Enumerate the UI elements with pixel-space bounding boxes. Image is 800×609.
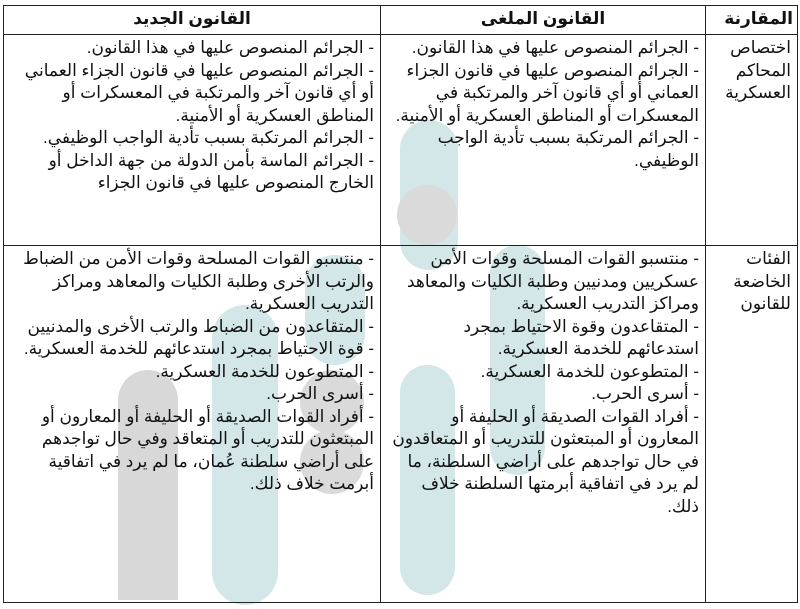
header-row	[4, 6, 798, 35]
law-comparison-table	[3, 5, 798, 603]
list-item: - الجرائم المنصوص عليها في هذا القانون.	[411, 38, 699, 57]
repealed-cell	[381, 246, 706, 603]
list-item: - الجرائم المرتكبة بسبب تأدية الواجب الوظيفي.	[437, 128, 699, 170]
list-item: - المتطوعون للخدمة العسكرية.	[155, 361, 374, 381]
list-item: - الجرائم المنصوص عليها في قانون الجزاء العماني أو أي قانون آخر والمرتكبة في المعسكرات أو المناطق العسكرية أو الأمنية.	[24, 60, 374, 125]
list-item: - قوة الاحتياط بمجرد استدعائهم للخدمة العسكرية.	[23, 339, 374, 358]
new-cell	[4, 246, 381, 603]
repealed-cell	[381, 35, 706, 246]
list-item: - المتطوعون للخدمة العسكرية.	[480, 361, 699, 381]
header-comparison: المقارنة	[706, 6, 798, 35]
list-item: - أفراد القوات الصديقة أو الحليفة أو المعارون أو المبتعثون للتدريب أو المتعاقدون في حال تواجدهم على أراضي السلطنة، ما لم يرد في اتفاقية أبرمتها السلطنة خلاف ذلك.	[392, 406, 699, 516]
header-new-law: القانون الجديد	[4, 6, 381, 35]
list-item: - الجرائم المرتكبة بسبب تأدية الواجب الوظيفي.	[43, 128, 374, 147]
table-row	[4, 246, 798, 603]
header-repealed-law: القانون الملغى	[381, 6, 706, 35]
new-cell	[4, 35, 381, 246]
list-item: - المتقاعدون من الضباط والرتب الأخرى والمدنيين	[27, 316, 374, 336]
list-item: - أفراد القوات الصديقة أو الحليفة أو المعارون أو المبتعثون للتدريب أو المتعاقد وفي حال تواجدهم على أراضي سلطنة عُمان، ما لم يرد في اتفاقية أبرمت خلاف ذلك.	[41, 406, 374, 493]
topic-cell: الفئات الخاضعة للقانون	[706, 246, 798, 603]
list-item: - المتقاعدون وقوة الاحتياط بمجرد استدعائهم للخدمة العسكرية.	[463, 316, 699, 358]
list-item: - الجرائم المنصوص عليها في هذا القانون.	[86, 38, 374, 57]
table-row	[4, 35, 798, 246]
list-item: - منتسبو القوات المسلحة وقوات الأمن من الضباط والرتب الأخرى وطلبة الكليات والمعاهد ومراكز التدريب العسكرية.	[23, 249, 374, 313]
list-item: - أسرى الحرب.	[591, 384, 699, 403]
list-item: - الجرائم المنصوص عليها في قانون الجزاء العماني أو أي قانون آخر والمرتكبة في المعسكرات أو المناطق العسكرية أو الأمنية.	[395, 60, 699, 125]
topic-cell: اختصاص المحاكم العسكرية	[706, 35, 798, 246]
list-item: - الجرائم الماسة بأمن الدولة من جهة الداخل أو الخارج المنصوص عليها في قانون الجزاء	[48, 150, 374, 192]
list-item: - أسرى الحرب.	[266, 384, 374, 403]
list-item: - منتسبو القوات المسلحة وقوات الأمن عسكريين ومدنيين وطلبة الكليات والمعاهد ومراكز التدريب العسكرية.	[407, 249, 699, 313]
